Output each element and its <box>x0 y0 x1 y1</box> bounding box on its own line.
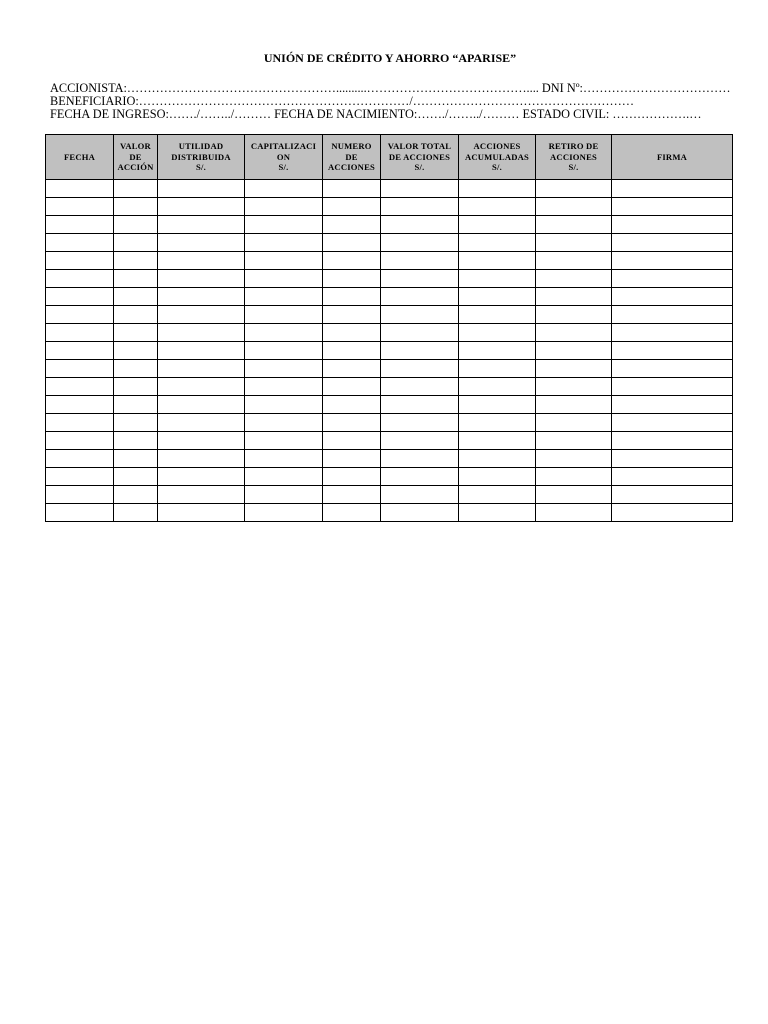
table-cell <box>381 396 459 414</box>
table-row <box>46 324 733 342</box>
table-cell <box>46 486 114 504</box>
table-cell <box>612 414 733 432</box>
table-cell <box>323 468 381 486</box>
table-cell <box>381 450 459 468</box>
table-cell <box>536 324 612 342</box>
table-cell <box>46 414 114 432</box>
table-cell <box>459 378 536 396</box>
table-row <box>46 216 733 234</box>
table-cell <box>46 180 114 198</box>
table-cell <box>536 180 612 198</box>
table-cell <box>46 252 114 270</box>
table-cell <box>245 270 323 288</box>
table-cell <box>536 396 612 414</box>
table-cell <box>114 414 158 432</box>
table-row <box>46 414 733 432</box>
col-header-utilidad-distribuida: UTILIDAD DISTRIBUIDA S/. <box>158 135 245 180</box>
table-cell <box>459 180 536 198</box>
table-cell <box>323 396 381 414</box>
table-cell <box>536 414 612 432</box>
table-cell <box>158 360 245 378</box>
table-cell <box>323 180 381 198</box>
col-header-retiro-acciones: RETIRO DE ACCIONES S/. <box>536 135 612 180</box>
table-cell <box>381 306 459 324</box>
table-cell <box>114 360 158 378</box>
table-cell <box>459 252 536 270</box>
table-cell <box>46 504 114 522</box>
table-cell <box>114 180 158 198</box>
table-cell <box>114 396 158 414</box>
page-title: UNIÓN DE CRÉDITO Y AHORRO “APARISE” <box>263 51 517 65</box>
col-header-acciones-acumuladas: ACCIONES ACUMULADAS S/. <box>459 135 536 180</box>
table-cell <box>158 450 245 468</box>
table-cell <box>536 504 612 522</box>
table-cell <box>612 486 733 504</box>
table-cell <box>245 450 323 468</box>
table-cell <box>245 306 323 324</box>
table-cell <box>158 414 245 432</box>
table-cell <box>245 234 323 252</box>
table-cell <box>612 270 733 288</box>
table-cell <box>381 216 459 234</box>
table-cell <box>459 324 536 342</box>
table-cell <box>114 270 158 288</box>
table-cell <box>381 360 459 378</box>
table-cell <box>536 450 612 468</box>
table-cell <box>381 252 459 270</box>
table-cell <box>536 360 612 378</box>
table-cell <box>612 216 733 234</box>
table-cell <box>245 396 323 414</box>
table-cell <box>459 396 536 414</box>
table-cell <box>158 324 245 342</box>
table-cell <box>381 180 459 198</box>
table-cell <box>459 432 536 450</box>
table-row <box>46 306 733 324</box>
table-cell <box>612 198 733 216</box>
table-cell <box>612 324 733 342</box>
col-header-firma: FIRMA <box>612 135 733 180</box>
table-cell <box>612 378 733 396</box>
table-cell <box>46 396 114 414</box>
table-cell <box>612 306 733 324</box>
table-cell <box>114 198 158 216</box>
table-cell <box>158 234 245 252</box>
table-cell <box>612 342 733 360</box>
table-row <box>46 252 733 270</box>
table-cell <box>245 342 323 360</box>
table-cell <box>381 234 459 252</box>
table-cell <box>245 198 323 216</box>
table-cell <box>114 324 158 342</box>
table-cell <box>245 324 323 342</box>
table-row <box>46 468 733 486</box>
table-cell <box>381 432 459 450</box>
table-cell <box>245 288 323 306</box>
table-cell <box>536 432 612 450</box>
table-cell <box>158 342 245 360</box>
col-header-numero-acciones: NUMERO DE ACCIONES <box>323 135 381 180</box>
table-row <box>46 450 733 468</box>
table-cell <box>46 216 114 234</box>
table-cell <box>536 252 612 270</box>
table-cell <box>612 468 733 486</box>
table-cell <box>381 486 459 504</box>
table-cell <box>114 252 158 270</box>
table-cell <box>158 180 245 198</box>
table-cell <box>612 252 733 270</box>
table-cell <box>158 396 245 414</box>
table-cell <box>158 288 245 306</box>
table-cell <box>381 504 459 522</box>
table-cell <box>612 432 733 450</box>
table-cell <box>323 270 381 288</box>
table-cell <box>114 306 158 324</box>
table-cell <box>323 198 381 216</box>
table-cell <box>46 234 114 252</box>
table-row <box>46 288 733 306</box>
table-row <box>46 396 733 414</box>
table-cell <box>459 342 536 360</box>
table-cell <box>245 180 323 198</box>
table-cell <box>612 450 733 468</box>
table-cell <box>158 504 245 522</box>
table-cell <box>459 414 536 432</box>
col-header-valor-accion: VALOR DE ACCIÓN <box>114 135 158 180</box>
table-row <box>46 234 733 252</box>
table-cell <box>536 198 612 216</box>
table-cell <box>114 450 158 468</box>
table-cell <box>245 378 323 396</box>
beneficiario-line: BENEFICIARIO:…………………………………………………………/……………………………………………… <box>50 94 635 108</box>
table-cell <box>323 234 381 252</box>
table-cell <box>158 468 245 486</box>
table-cell <box>245 432 323 450</box>
table-cell <box>114 342 158 360</box>
table-cell <box>612 504 733 522</box>
table-cell <box>536 342 612 360</box>
table-cell <box>612 396 733 414</box>
table-cell <box>612 180 733 198</box>
table-row <box>46 198 733 216</box>
table-cell <box>381 324 459 342</box>
table-cell <box>536 216 612 234</box>
table-row <box>46 504 733 522</box>
table-cell <box>46 360 114 378</box>
table-cell <box>459 216 536 234</box>
table-cell <box>158 432 245 450</box>
dates-estado-civil-line: FECHA DE INGRESO:……./……../……… FECHA DE NACIMIENTO:……./……../……… ESTADO CIVIL: ……………….… <box>50 107 702 121</box>
table-cell <box>323 324 381 342</box>
table-cell <box>114 288 158 306</box>
table-header-row <box>46 135 733 180</box>
table-cell <box>459 360 536 378</box>
table-cell <box>245 252 323 270</box>
table-cell <box>323 378 381 396</box>
table-cell <box>245 486 323 504</box>
table-cell <box>459 306 536 324</box>
table-cell <box>536 468 612 486</box>
table-cell <box>459 270 536 288</box>
table-cell <box>245 504 323 522</box>
table-cell <box>158 378 245 396</box>
table-cell <box>323 450 381 468</box>
table-cell <box>459 288 536 306</box>
table-row <box>46 432 733 450</box>
table-cell <box>46 432 114 450</box>
table-cell <box>381 342 459 360</box>
table-cell <box>323 342 381 360</box>
table-cell <box>381 414 459 432</box>
table-cell <box>46 324 114 342</box>
table-cell <box>245 414 323 432</box>
table-cell <box>323 306 381 324</box>
table-cell <box>381 288 459 306</box>
table-cell <box>46 450 114 468</box>
table-cell <box>114 468 158 486</box>
table-cell <box>158 270 245 288</box>
table-cell <box>536 378 612 396</box>
table-cell <box>46 288 114 306</box>
table-cell <box>459 450 536 468</box>
table-cell <box>612 234 733 252</box>
table-cell <box>158 306 245 324</box>
table-cell <box>536 288 612 306</box>
table-cell <box>114 234 158 252</box>
table-cell <box>536 234 612 252</box>
table-cell <box>323 432 381 450</box>
table-cell <box>459 234 536 252</box>
table-row <box>46 486 733 504</box>
table-cell <box>46 378 114 396</box>
table-row <box>46 342 733 360</box>
table-cell <box>323 216 381 234</box>
table-cell <box>459 198 536 216</box>
table-cell <box>46 468 114 486</box>
table-cell <box>158 252 245 270</box>
table-body <box>46 180 733 522</box>
table-row <box>46 180 733 198</box>
table-row <box>46 360 733 378</box>
table-cell <box>459 486 536 504</box>
table-cell <box>323 252 381 270</box>
table-cell <box>536 306 612 324</box>
table-cell <box>381 468 459 486</box>
table-cell <box>323 504 381 522</box>
table-row <box>46 270 733 288</box>
table-cell <box>381 270 459 288</box>
table-cell <box>612 288 733 306</box>
table-cell <box>114 504 158 522</box>
table-cell <box>158 216 245 234</box>
table-cell <box>459 468 536 486</box>
table-cell <box>245 216 323 234</box>
table-cell <box>536 486 612 504</box>
col-header-valor-total: VALOR TOTAL DE ACCIONES S/. <box>381 135 459 180</box>
table-cell <box>323 360 381 378</box>
table-cell <box>46 342 114 360</box>
table-cell <box>245 360 323 378</box>
table-cell <box>46 270 114 288</box>
accionista-dni-line: ACCIONISTA:……………………………………………..........………………………………….... DNI Nº:……………………………… <box>50 81 731 95</box>
table-row <box>46 378 733 396</box>
table-cell <box>46 198 114 216</box>
table-cell <box>114 486 158 504</box>
table-cell <box>323 288 381 306</box>
table-cell <box>612 360 733 378</box>
table-cell <box>381 198 459 216</box>
table-cell <box>536 270 612 288</box>
table-cell <box>245 468 323 486</box>
table-cell <box>323 486 381 504</box>
table-cell <box>114 378 158 396</box>
table-cell <box>158 486 245 504</box>
table-cell <box>323 414 381 432</box>
shares-ledger-table <box>45 134 733 522</box>
table-cell <box>381 378 459 396</box>
col-header-fecha: FECHA <box>46 135 114 180</box>
table-cell <box>114 432 158 450</box>
table-cell <box>158 198 245 216</box>
table-cell <box>459 504 536 522</box>
col-header-capitalizacion: CAPITALIZACI ON S/. <box>245 135 323 180</box>
table-cell <box>114 216 158 234</box>
table-cell <box>46 306 114 324</box>
